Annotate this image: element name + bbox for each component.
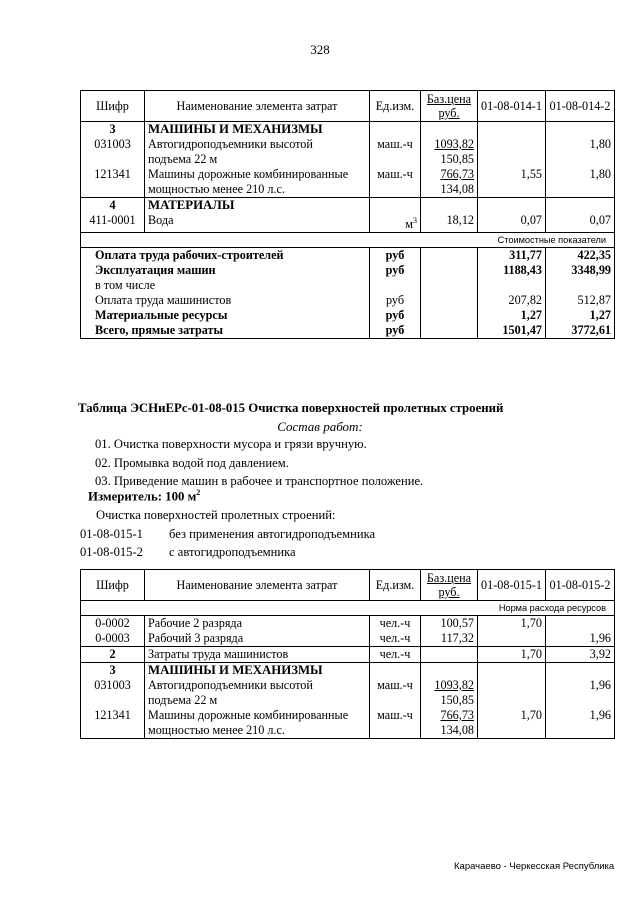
- variants-intro: Очистка поверхностей пролетных строений:: [96, 508, 336, 522]
- section-row-machines: 3 МАШИНЫ И МЕХАНИЗМЫ: [81, 122, 615, 138]
- page-number: 328: [310, 42, 330, 57]
- sub-header-norm: Норма расхода ресурсов: [81, 601, 615, 616]
- resource-table-1: [80, 90, 615, 339]
- col-header-name: Наименование элемента затрат: [145, 91, 370, 122]
- col-header-variant-1: 01-08-014-1: [478, 91, 546, 122]
- composition-label: Состав работ:: [277, 419, 363, 434]
- col-header-code: Шифр: [81, 91, 145, 122]
- section-row-materials: 4 МАТЕРИАЛЫ: [81, 198, 615, 214]
- footer-region: Карачаево - Черкесская Республика: [454, 861, 615, 872]
- variant-code: 01-08-015-1: [80, 527, 143, 541]
- col-header-variant-2: 01-08-015-2: [546, 570, 615, 601]
- table-title: Таблица ЭСНиЕРс-01-08-015 Очистка поверхностей пролетных строений: [78, 401, 504, 415]
- summary-row: Эксплуатация машин руб 1188,43 3348,99: [81, 263, 615, 278]
- table-row: 2 Затраты труда машинистов чел.-ч 1,70 3,92: [81, 647, 615, 663]
- col-header-unit: Ед.изм.: [370, 570, 421, 601]
- col-header-code: Шифр: [81, 570, 145, 601]
- col-header-name: Наименование элемента затрат: [145, 570, 370, 601]
- summary-row: Материальные ресурсы руб 1,27 1,27: [81, 308, 615, 323]
- table-header: [81, 91, 615, 122]
- work-step: 03. Приведение машин в рабочее и транспортное положение.: [95, 474, 424, 488]
- section-row-machines: 3 МАШИНЫ И МЕХАНИЗМЫ: [81, 663, 615, 679]
- table-row: 121341 Машины дорожные комбинированные мощностью менее 210 л.с. маш.-ч 766,73 134,08 1,55 1,80: [81, 167, 615, 198]
- col-header-variant-1: 01-08-015-1: [478, 570, 546, 601]
- table-row: 0-0002 Рабочие 2 разряда чел.-ч 100,57 1,70: [81, 616, 615, 632]
- variant-text: с автогидроподъемника: [169, 545, 296, 559]
- variant-text: без применения автогидроподъемника: [169, 527, 376, 541]
- table-header: [81, 570, 615, 601]
- work-step: 02. Промывка водой под давлением.: [95, 456, 289, 470]
- col-header-variant-2: 01-08-014-2: [546, 91, 615, 122]
- col-header-unit: Ед.изм.: [370, 91, 421, 122]
- summary-row: Оплата труда машинистов руб 207,82 512,87: [81, 293, 615, 308]
- summary-row: Оплата труда рабочих-строителей руб 311,77 422,35: [81, 248, 615, 264]
- col-header-price: Баз.цена руб.: [421, 91, 478, 122]
- table-row: 0-0003 Рабочий 3 разряда чел.-ч 117,32 1,96: [81, 631, 615, 647]
- summary-row: в том числе: [81, 278, 615, 293]
- resource-table-2: [80, 569, 615, 739]
- table-row: 121341 Машины дорожные комбинированные мощностью менее 210 л.с. маш.-ч 766,73 134,08 1,70 1,96: [81, 708, 615, 739]
- table-row: 031003 Автогидроподъемники высотой подъема 22 м маш.-ч 1093,82 150,85 1,80: [81, 137, 615, 167]
- sub-header-cost: Стоимостные показатели: [81, 233, 615, 248]
- table-row: 411-0001 Вода $м^3$ 18,12 0,07 0,07: [81, 213, 615, 233]
- summary-row-total: Всего, прямые затраты руб 1501,47 3772,61: [81, 323, 615, 339]
- table-row: 031003 Автогидроподъемники высотой подъема 22 м маш.-ч 1093,82 150,85 1,96: [81, 678, 615, 708]
- variant-code: 01-08-015-2: [80, 545, 143, 559]
- work-step: 01. Очистка поверхности мусора и грязи вручную.: [95, 437, 367, 451]
- col-header-price: Баз.цена руб.: [421, 570, 478, 601]
- meter-label: Измеритель: 100 $м^2$: [88, 488, 201, 504]
